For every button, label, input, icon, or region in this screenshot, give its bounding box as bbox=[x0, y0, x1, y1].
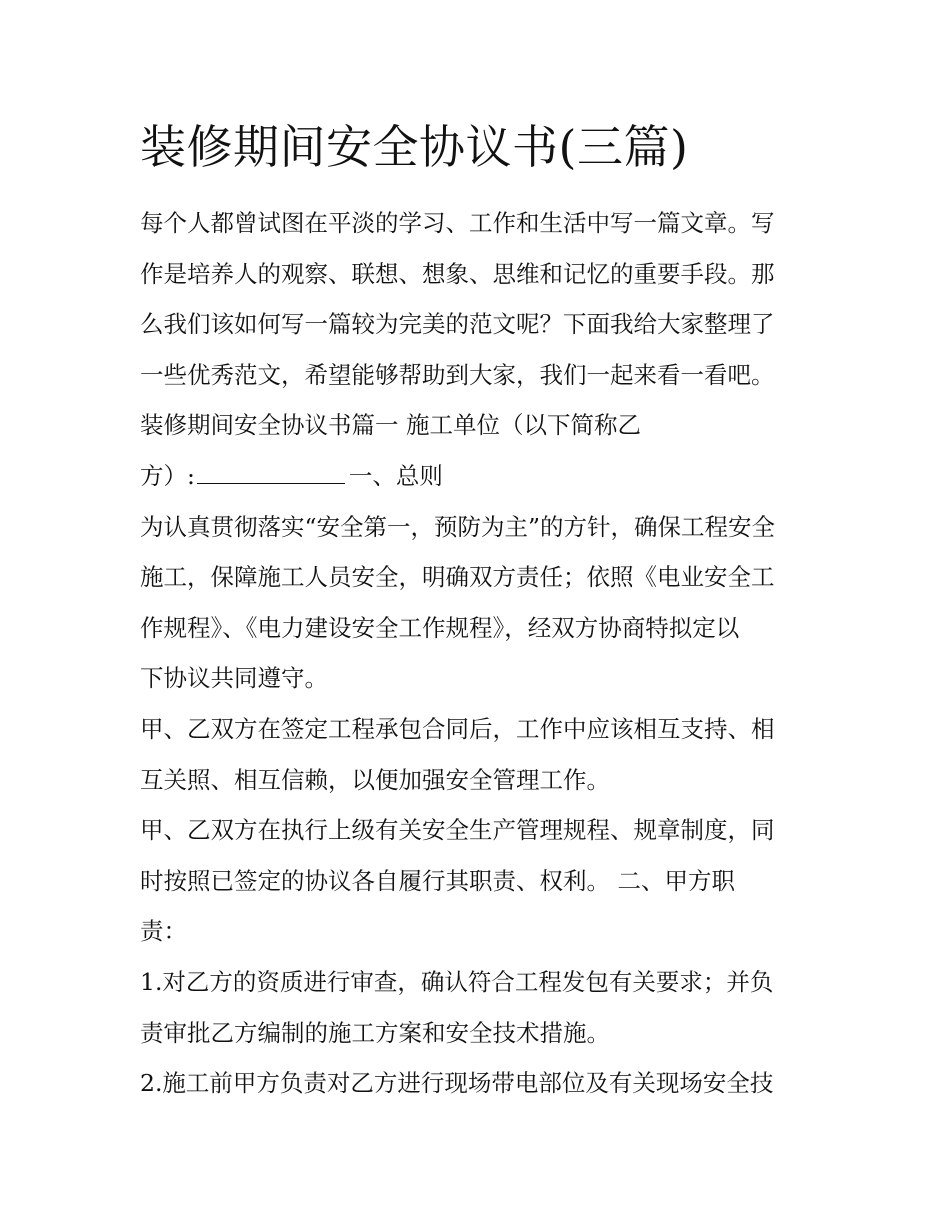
text-line: 2.施工前甲方负责对乙方进行现场带电部位及有关现场安全技 bbox=[140, 1069, 774, 1098]
text-line: 甲、乙双方在执行上级有关安全生产管理规程、规章制度，同 bbox=[140, 816, 775, 845]
text-line: 么我们该如何写一篇较为完美的范文呢？下面我给大家整理了 bbox=[140, 310, 775, 339]
fill-in-blank bbox=[197, 461, 345, 484]
text-line: 互关照、相互信赖，以便加强安全管理工作。 bbox=[140, 765, 610, 794]
document-title: 装修期间安全协议书(三篇) bbox=[140, 120, 689, 174]
text-line: 下协议共同遵守。 bbox=[140, 664, 328, 693]
text-line: 施工，保障施工人员安全，明确双方责任；依照《电业安全工 bbox=[140, 563, 775, 592]
document-body bbox=[140, 198, 815, 1109]
text-line: 作规程》、《电力建设安全工作规程》，经双方协商特拟定以 bbox=[140, 613, 740, 642]
text-line: 每个人都曾试图在平淡的学习、工作和生活中写一篇文章。写 bbox=[140, 209, 775, 237]
text-line: 甲、乙双方在签定工程承包合同后，工作中应该相互支持、相 bbox=[140, 714, 775, 743]
text-line: 责： bbox=[140, 917, 187, 946]
text-line: 装修期间安全协议书篇一 施工单位（以下简称乙 bbox=[140, 411, 641, 440]
party-b-label: 方）: bbox=[140, 461, 195, 490]
text-line-with-blank bbox=[140, 451, 815, 502]
text-line: 1.对乙方的资质进行审查，确认符合工程发包有关要求；并负 bbox=[140, 967, 774, 996]
text-line: 为认真贯彻落实“安全第一，预防为主”的方针，确保工程安全 bbox=[140, 512, 776, 541]
text-line: 一些优秀范文，希望能够帮助到大家，我们一起来看一看吧。 bbox=[140, 360, 775, 389]
text-line: 作是培养人的观察、联想、想象、思维和记忆的重要手段。那 bbox=[140, 259, 775, 288]
text-line: 时按照已签定的协议各自履行其职责、权利。 二、甲方职 bbox=[140, 866, 735, 895]
text-line: 责审批乙方编制的施工方案和安全技术措施。 bbox=[140, 1018, 610, 1047]
section-heading-general: 一、总则 bbox=[348, 461, 443, 490]
